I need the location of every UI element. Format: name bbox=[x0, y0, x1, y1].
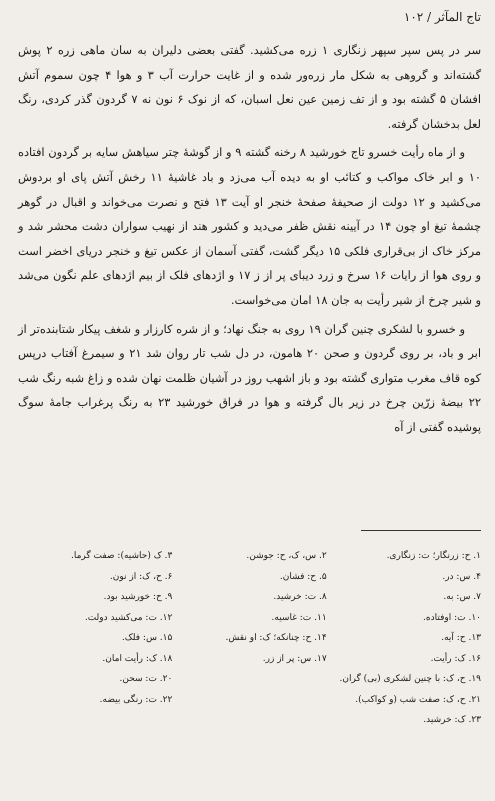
footnote: ۱. ح: زرنگار؛ ت: زنگاری. bbox=[386, 551, 481, 561]
footnote: ۹. ح: خورشید بود. bbox=[103, 592, 173, 602]
footnote: ۳. ک (حاشیه): صفت گرما. bbox=[70, 551, 173, 561]
footnote: ۱۶. ک: رأیت. bbox=[430, 653, 481, 664]
footnote: ۲۰. ت: سحن. bbox=[119, 674, 173, 684]
footnote: ۷. س: به. bbox=[443, 592, 481, 602]
footnote-row bbox=[18, 690, 481, 711]
footnote: ۱۱. ت: غاسیه. bbox=[271, 612, 327, 623]
footnote-row bbox=[18, 710, 481, 731]
footnotes bbox=[18, 546, 481, 731]
footnote: ۴. س: در. bbox=[442, 571, 481, 582]
footnote: ۶. ح، ک: از نون. bbox=[109, 571, 173, 582]
footnote: ۲. س، ک، ح: جوشن. bbox=[246, 551, 327, 561]
footnote: ۱۵. س: فلک. bbox=[121, 633, 173, 643]
footnote: ۱۲. ت: می‌کشید دولت. bbox=[84, 612, 173, 623]
footnote-row bbox=[18, 669, 481, 690]
footnote-row bbox=[18, 546, 481, 567]
footnote-divider bbox=[361, 530, 481, 531]
footnote: ۱۴. ح: چنانکه؛ ک: او نقش. bbox=[225, 633, 327, 643]
paragraph: و خسرو با لشکری چنین گران ۱۹ روی به جنگ نهاد؛ و از شره کارزار و شغف پیکار شتابنده‌تر از ابر و باد، بر روی گردون و صحن ۲۰ هامون، در دل شب تار روان شد ۲۱ و سیمرغ آفتاب درپس کوه قاف مغرب متواری گشته بود و باز اشهب روز در آشیان ظلمت نهان شده و زاغ شبه رنگ شب ۲۲ بیضهٔ زرّین چرخ در زیر بال گرفته و هوا در فراق خورشید ۲۳ به رنگ پرغراب جامهٔ سوگ پوشیده گفتی از آه bbox=[18, 321, 481, 434]
paragraph: و از ماه رأیت خسرو تاج خورشید ۸ رخنه گشته ۹ و از گوشهٔ چتر سیاهش سایه بر گردون افتاده ۱۰ و ابر خاک مواکب و کتائب او به دیده آب می‌زد و باد غاشیهٔ ۱۱ رخش آتش پای او بردوش می‌کشید و ۱۲ دولت از صحیفهٔ صفحهٔ خنجر او آیت ۱۳ فتح و نصرت می‌خواند و اقبال در گوهر چشمهٔ تیغ او چون ۱۴ در آیینه نقش ظفر می‌دید و کشور هند از نهیب سواران دشت محشر شد و مرکز خاک از بی‌قراری فلکی ۱۵ دیگر گشت، گفتی آسمان از عکس تیغ و خنجر دریای اخضر است و روی هوا از رایات ۱۶ سرخ و زرد دیبای پر از ز ۱۷ و اژدهای فلک از بیم اژدهای علم نگون می‌شد و شیر چرخ از شیر رأیت به جان ۱۸ امان می‌خواست. bbox=[18, 145, 481, 307]
footnote-row bbox=[18, 587, 481, 608]
footnote: ۱۰. ت: اوفتاده. bbox=[423, 612, 481, 623]
footnote: ۵. ح: فشان. bbox=[279, 571, 327, 582]
footnote-row bbox=[18, 628, 481, 649]
footnote: ۱۳. ح: آیه. bbox=[441, 633, 481, 643]
footnote: ۲۳. ک: خرشید. bbox=[423, 715, 481, 725]
footnote: ۱۸. ک: رأیت امان. bbox=[102, 653, 173, 664]
footnote: ۱۷. س: پر از زر. bbox=[262, 653, 327, 664]
main-text bbox=[18, 38, 481, 440]
footnote: ۲۱. ح، ک: صفت شب (و کواکب). bbox=[355, 694, 481, 705]
footnote-row bbox=[18, 649, 481, 670]
footnote: ۲۲. ت: رنگی بیضه. bbox=[99, 694, 173, 705]
footnote: ۱۹. ح، ک: با چنین لشکری (بی) گران. bbox=[339, 674, 481, 684]
footnote-row bbox=[18, 608, 481, 629]
page-header: تاج المآثر / ۱۰۲ bbox=[403, 10, 481, 24]
footnote-row bbox=[18, 567, 481, 588]
footnote: ۸. ت: خرشید. bbox=[273, 592, 327, 602]
paragraph: سر در پس سپر سپهر زنگاری ۱ زره می‌کشید. گفتی بعضی دلیران به سان ماهی زره ۲ پوش گشته‌اند و گروهی به شکل مار زره‌ور شده و از غایت حرارت آب ۳ و هوا ۴ چون سموم آتش افشان ۵ گشته بود و از تف زمین عین نعل اسبان، که از نوک ۶ نون نه ۷ گردون گذر کردی، رنگ لعل بدخشان گرفته. bbox=[18, 43, 482, 131]
